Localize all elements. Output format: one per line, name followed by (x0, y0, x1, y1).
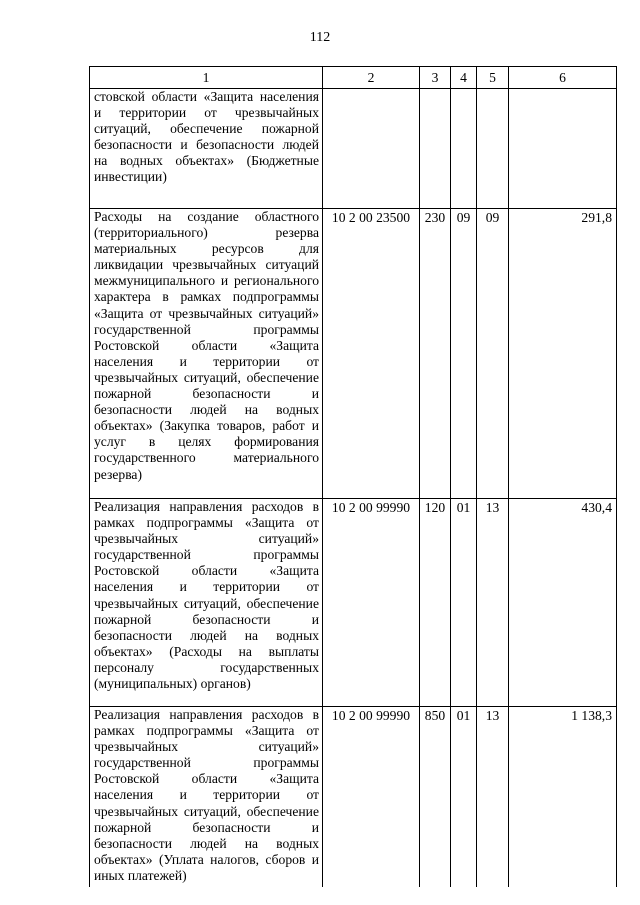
header-col-6: 6 (509, 67, 617, 89)
row-pr: 13 (477, 707, 509, 887)
table-row (90, 89, 617, 209)
row-rz: 01 (451, 499, 477, 707)
header-col-4: 4 (451, 67, 477, 89)
row-pr (477, 89, 509, 209)
row-csr (323, 89, 420, 209)
row-vr: 850 (420, 707, 451, 887)
table-row (90, 209, 617, 499)
table-row (90, 499, 617, 707)
header-col-3: 3 (420, 67, 451, 89)
row-rz: 01 (451, 707, 477, 887)
row-amount (509, 89, 617, 209)
row-description: Реализация направления расходов в рамках подпрограммы «Защита от чрезвычайных ситуаций» государственной программы Ростовской области «Защита населения и территории от чрезвычайных ситуаций, обеспечение пожарной безопасности и безопасности людей на водных объектах» (Уплата налогов, сборов и иных платежей) (90, 707, 323, 887)
page-number: 112 (309, 30, 331, 45)
table-row (90, 707, 617, 887)
row-rz (451, 89, 477, 209)
header-col-1: 1 (90, 67, 323, 89)
header-col-5: 5 (477, 67, 509, 89)
row-description: Реализация направления расходов в рамках подпрограммы «Защита от чрезвычайных ситуаций» государственной программы Ростовской области «Защита населения и территории от чрезвычайных ситуаций, обеспечение пожарной безопасности и безопасности людей на водных объектах» (Расходы на выплаты персоналу государственных (муниципальных) органов) (90, 499, 323, 707)
row-amount: 1 138,3 (509, 707, 617, 887)
row-description: стовской области «Защита населения и территории от чрезвычайных ситуаций, обеспечение пожарной безопасности и безопасности людей на водных объектах» (Бюджетные инвестиции) (90, 89, 323, 209)
row-description: Расходы на создание областного (территориального) резерва материальных ресурсов для ликвидации чрезвычайных ситуаций межмуниципального и регионального характера в рамках подпрограммы «Защита от чрезвычайных ситуаций» государственной программы Ростовской области «Защита населения и территории от чрезвычайных ситуаций, обеспечение пожарной безопасности и безопасности людей на водных объектах» (Закупка товаров, работ и услуг в целях формирования государственного материального резерва) (90, 209, 323, 499)
row-amount: 430,4 (509, 499, 617, 707)
row-csr: 10 2 00 23500 (323, 209, 420, 499)
table-header-row (90, 67, 617, 89)
header-col-2: 2 (323, 67, 420, 89)
row-vr (420, 89, 451, 209)
row-vr: 120 (420, 499, 451, 707)
row-csr: 10 2 00 99990 (323, 499, 420, 707)
budget-table (89, 66, 617, 887)
row-amount: 291,8 (509, 209, 617, 499)
row-pr: 13 (477, 499, 509, 707)
row-rz: 09 (451, 209, 477, 499)
row-csr: 10 2 00 99990 (323, 707, 420, 887)
row-vr: 230 (420, 209, 451, 499)
row-pr: 09 (477, 209, 509, 499)
